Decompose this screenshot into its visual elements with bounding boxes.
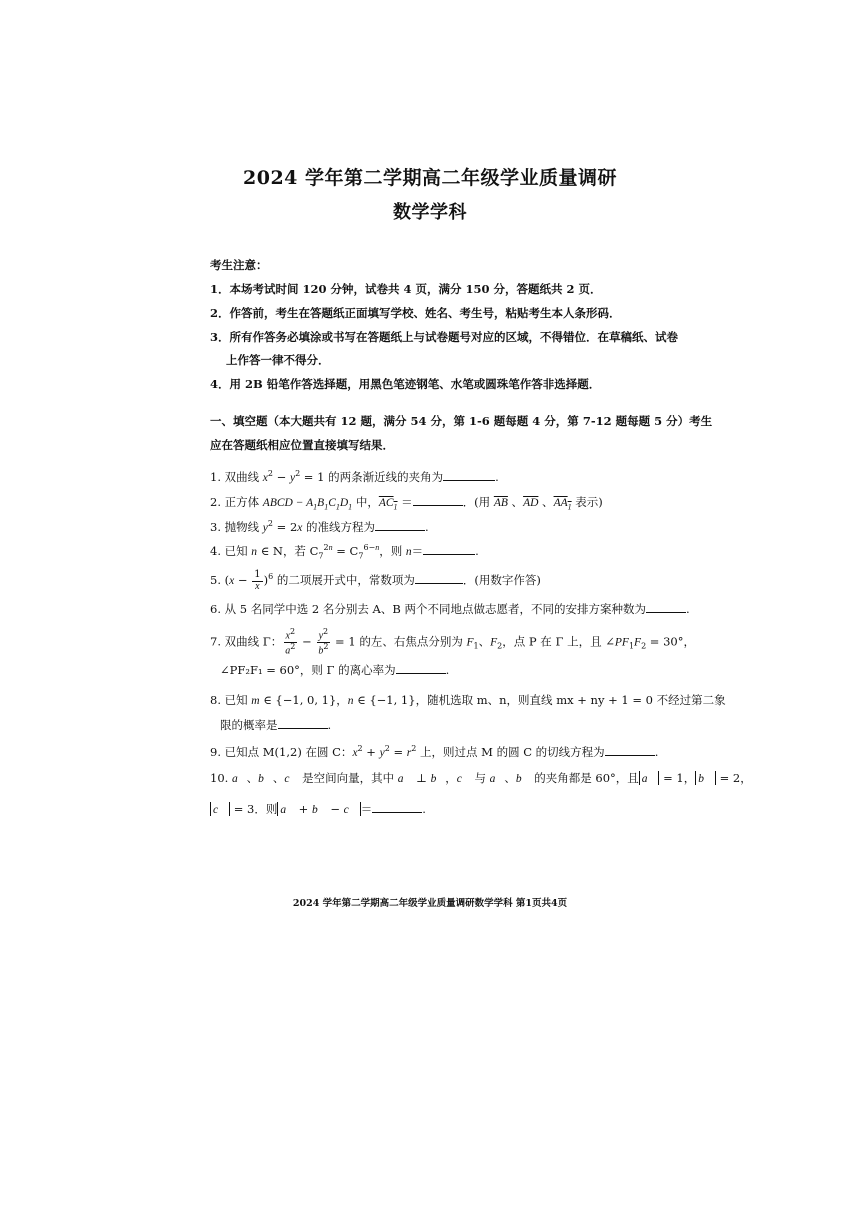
notice-item: 上作答一律不得分． (226, 353, 330, 367)
exam-subject: 数学学科 (393, 202, 467, 223)
question-7-cont: ∠PF₂F₁ = 60°，则 Γ 的离心率为 . (220, 663, 450, 677)
question-8-cont: 限的概率是 . (220, 718, 332, 732)
question-6: 6. 从 5 名同学中选 2 名分别去 A、B 两个不同地点做志愿者，不同的安排方案种数为 . (210, 602, 690, 616)
section-heading: 一、填空题（本大题共有 12 题，满分 54 分，第 1-6 题每题 4 分，第 7-12 题每题 5 分）考生 (210, 414, 713, 428)
question-10-cont: c⃗ = 3．则 a⃗ + b⃗ − c⃗ ＝ . (210, 801, 426, 817)
question-8: 8. 已知 m ∈ {−1, 0, 1}，n ∈ {−1, 1}，随机选取 m、n，则直线 mx + ny + 1 = 0 不经过第二象 (210, 693, 726, 707)
notice-item: 1．本场考试时间 120 分钟，试卷共 4 页，满分 150 分，答题纸共 2 页． (210, 282, 602, 296)
notice-heading: 考生注意： (210, 258, 268, 272)
page-footer: 2024 学年第二学期高二年级学业质量调研数学学科 第1页共4页 (292, 898, 568, 909)
exam-title: 2024 学年第二学期高二年级学业质量调研 (243, 167, 617, 189)
question-1: 1. 双曲线 $x^2 - y^2 = 1$ 的两条渐近线的夹角为 . (210, 469, 499, 484)
notice-item: 3．所有作答务必填涂或书写在答题纸上与试卷题号对应的区域，不得错位．在草稿纸、试卷 (210, 330, 678, 344)
question-5: 5. (x − $\frac{1}{x}$ )$^6$ 的二项展开式中，常数项为 ．(用数字作答) (210, 569, 541, 592)
question-3: 3. 抛物线 $y^2 = 2x$ 的准线方程为 . (210, 519, 429, 534)
notice-item: 4．用 2B 铅笔作答选择题，用黑色笔迹钢笔、水笔或圆珠笔作答非选择题． (210, 377, 601, 391)
question-10: 10. a⃗、b⃗、c⃗ 是空间向量，其中 a⃗ ⊥ b⃗，c⃗ 与 a⃗、b⃗ 的夹角都是 60°，且 a⃗ = 1， b⃗ = 2， (210, 771, 752, 785)
question-7: 7. 双曲线 Γ： $\frac{x^2}{a^2}$ − $\frac{y^2}{b^2}$ = 1 的左、右焦点分别为 $F_1$、$F_2$，点 P 在 Γ 上，且 $\angle PF_1F_2 = 30^\circ$， (210, 627, 695, 657)
question-2: 2. 正方体 ABCD − $A_1B_1C_1D_1$ 中，$AC_1$ ＝ ．(用 $\overline{AB}$ 、$\overline{AD}$ 、$AA_1$ 表示) (210, 495, 603, 512)
question-9: 9. 已知点 M(1,2) 在圆 C：$x^2 + y^2 = r^2$ 上，则过点 M 的圆 C 的切线方程为 . (210, 744, 659, 759)
notice-item: 2．作答前，考生在答题纸正面填写学校、姓名、考生号，粘贴考生本人条形码． (210, 306, 621, 320)
section-instruction: 应在答题纸相应位置直接填写结果． (210, 438, 394, 452)
question-4: 4. 已知 n ∈ N，若 $C_7^{2n} = C_7^{6-n}$，则 n＝ . (210, 543, 479, 561)
